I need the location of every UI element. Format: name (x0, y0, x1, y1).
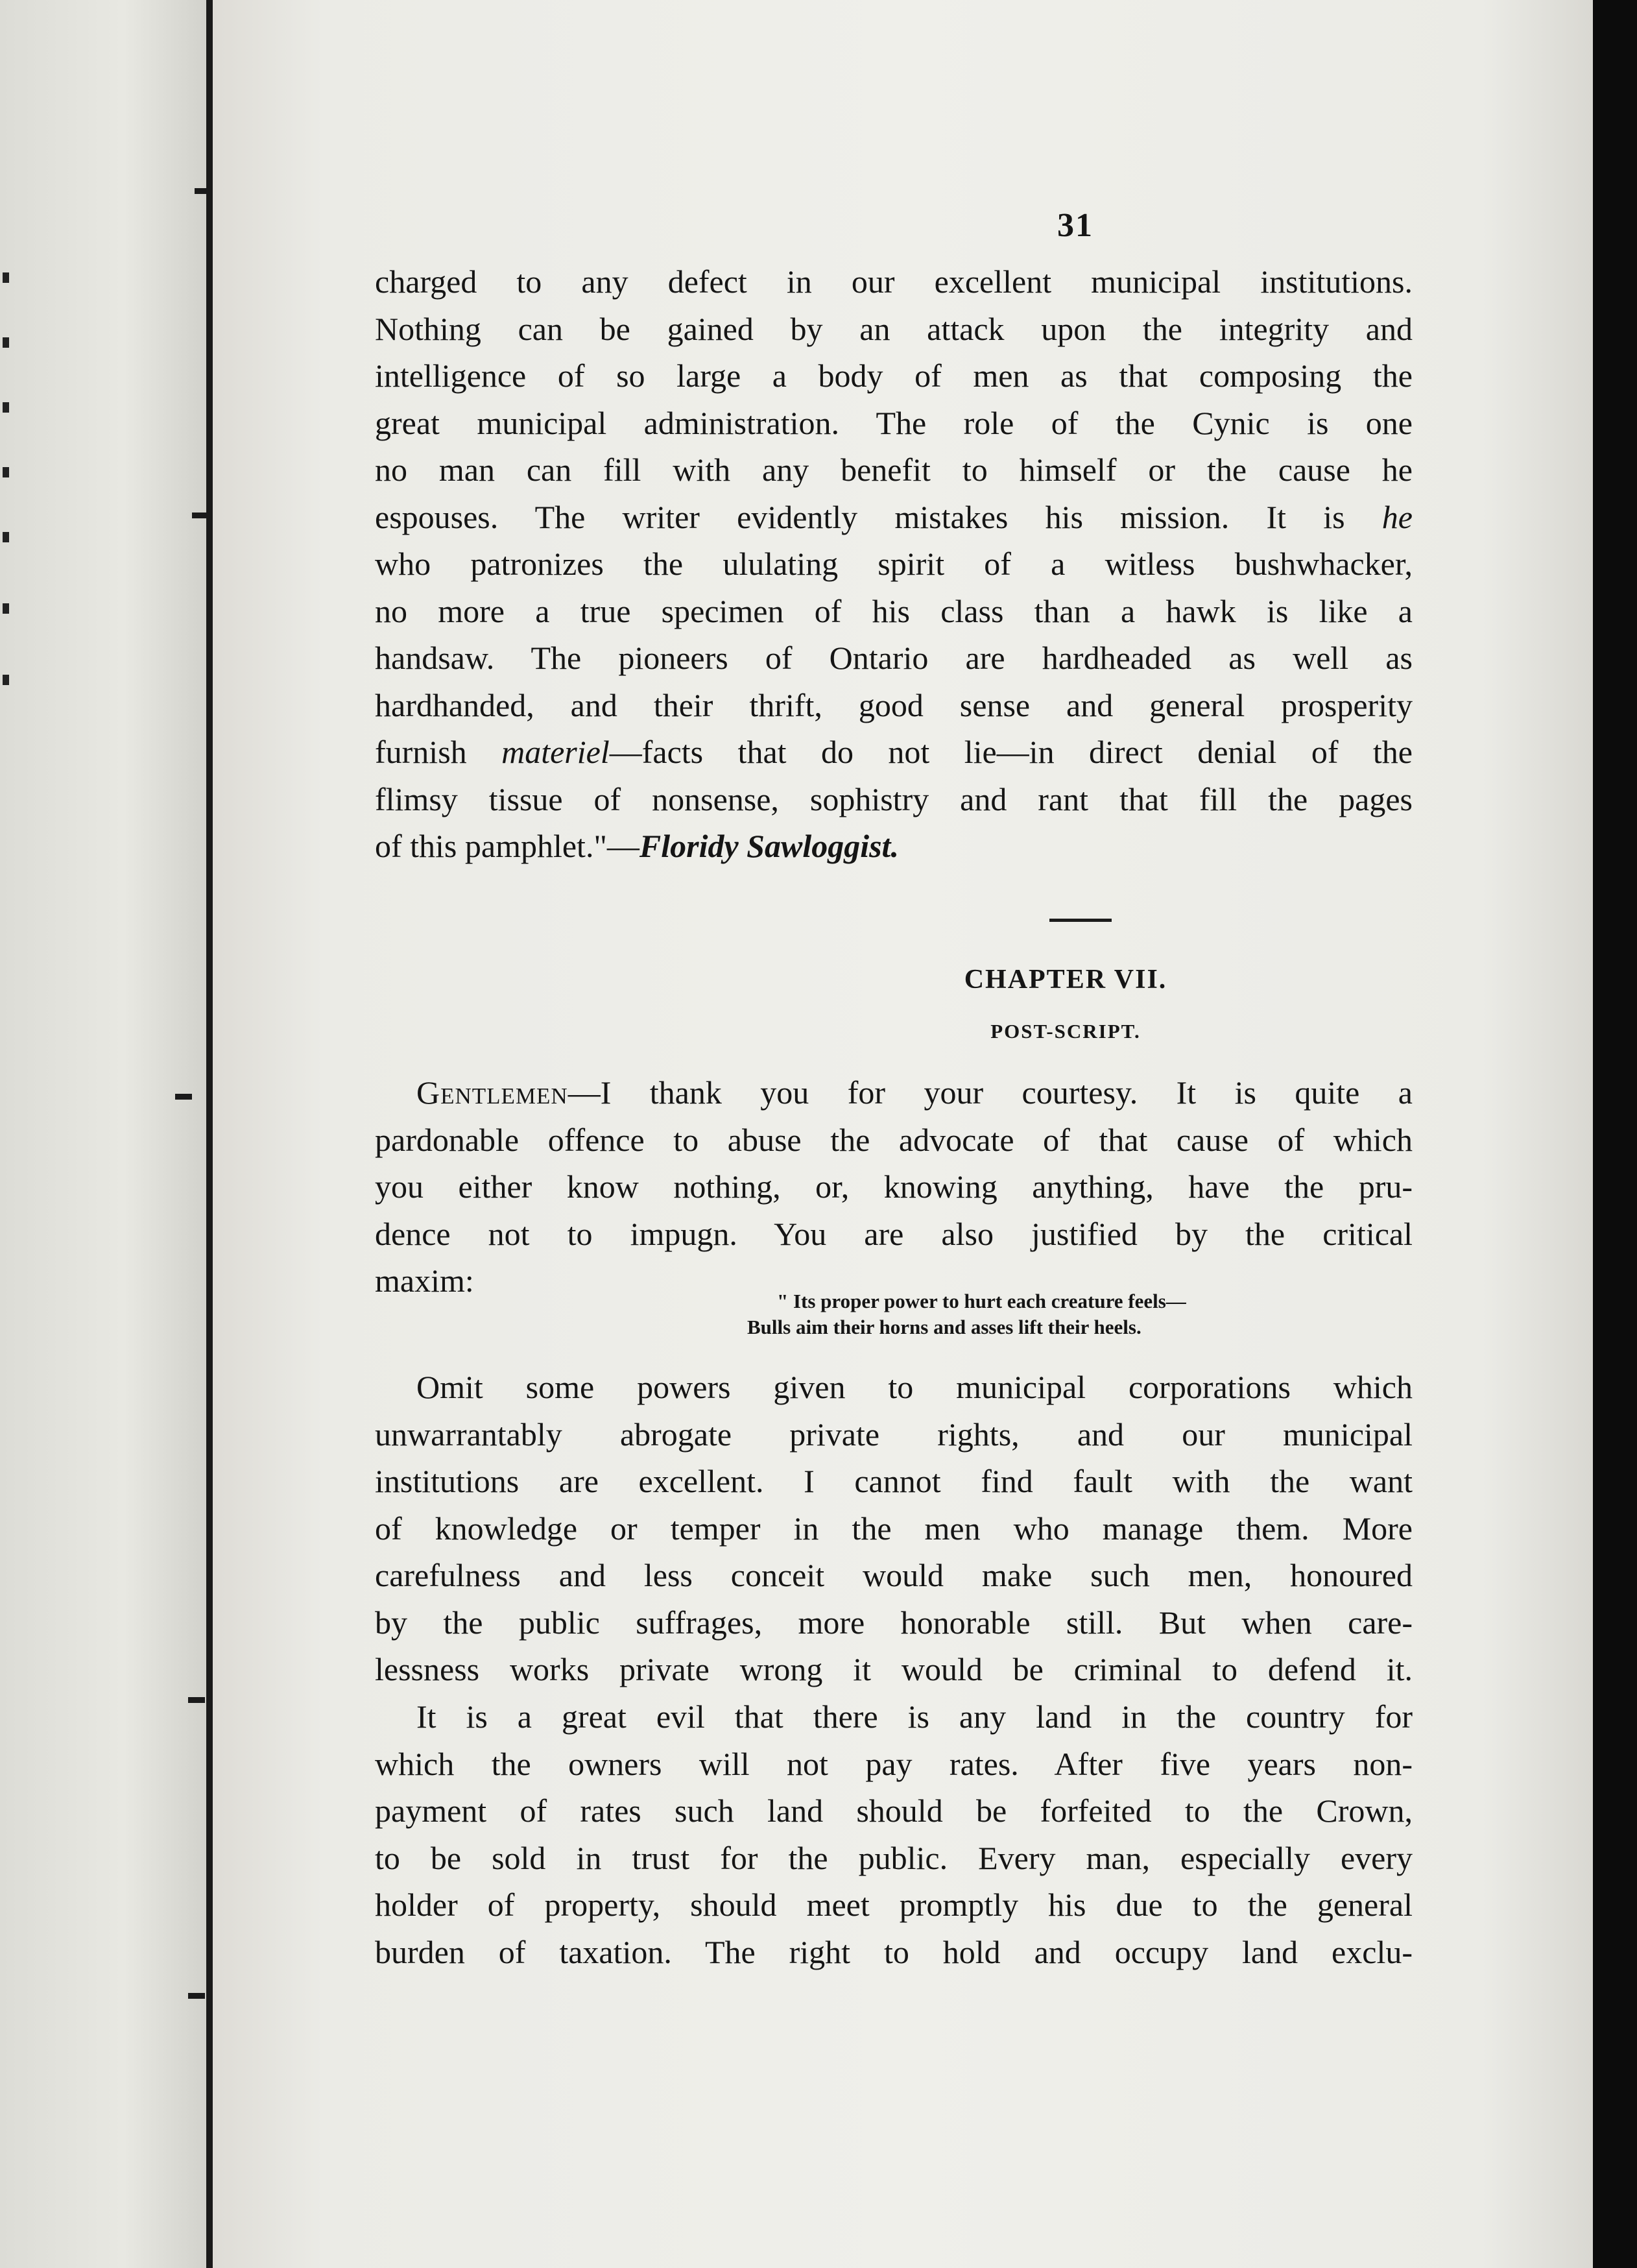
italic-word: he (1381, 498, 1413, 535)
text-line: pardonable offence to abuse the advocate of that cause of which (375, 1121, 1413, 1158)
text-fragment: of this pamphlet."— (375, 828, 639, 864)
text-line: intelligence of so large a body of men as that composing the (375, 357, 1413, 394)
facing-page-mark (3, 467, 9, 477)
text-line (375, 494, 1413, 541)
verse-quote (747, 1288, 1186, 1340)
text-line (375, 729, 1413, 776)
binding-mark (175, 1094, 192, 1100)
facing-page-mark (3, 603, 9, 614)
text-line: maxim: (375, 1262, 474, 1299)
text-line: by the public suffrages, more honorable still. But when care- (375, 1604, 1413, 1641)
text-line: carefulness and less conceit would make such men, honoured (375, 1557, 1413, 1593)
facing-page-mark (3, 337, 9, 348)
text-line (375, 823, 1413, 870)
facing-page-fragment (0, 0, 206, 2268)
text-line: of knowledge or temper in the men who manage them. More (375, 1510, 1413, 1547)
text-line: Omit some powers given to municipal corporations which (416, 1369, 1413, 1405)
salutation: Gentlemen (416, 1074, 568, 1111)
text-line: dence not to impugn. You are also justified by the critical (375, 1215, 1413, 1252)
paragraph-3 (375, 1364, 1413, 1693)
italic-word: materiel (501, 734, 610, 770)
quote-line: " Its proper power to hurt each creature feels— (777, 1290, 1186, 1312)
text-fragment: furnish (375, 734, 502, 770)
text-line: institutions are excellent. I cannot find fault with the want (375, 1463, 1413, 1499)
binding-mark (188, 1697, 205, 1703)
text-line (375, 1069, 1413, 1116)
text-line: flimsy tissue of nonsense, sophistry and rant that fill the pages (375, 780, 1413, 817)
text-line: unwarrantably abrogate private rights, and our municipal (375, 1416, 1413, 1453)
text-line: to be sold in trust for the public. Every man, especially every (375, 1839, 1413, 1876)
binding-mark (195, 188, 211, 194)
facing-page-mark (3, 532, 9, 542)
text-line: no man can fill with any benefit to himself or the cause he (375, 452, 1413, 488)
quote-source: Floridy Sawloggist. (639, 828, 899, 864)
text-line: It is a great evil that there is any land in the country for (416, 1698, 1413, 1735)
text-line: handsaw. The pioneers of Ontario are hardheaded as well as (375, 640, 1413, 676)
facing-page-mark (3, 675, 9, 685)
text-line: great municipal administration. The role of the Cynic is one (375, 404, 1413, 441)
facing-page-mark (3, 272, 9, 283)
page-edge-shadow (1593, 0, 1637, 2268)
text-line: you either know nothing, or, knowing anything, have the pru- (375, 1168, 1413, 1205)
page-number: 31 (1057, 207, 1093, 244)
text-fragment: espouses. The writer evidently mistakes his mission. It is (375, 498, 1382, 535)
paragraph-1 (375, 258, 1413, 870)
text-fragment: —facts that do not lie—in direct denial of the (609, 734, 1413, 770)
text-fragment: —I thank you for your courtesy. It is quite a (568, 1074, 1413, 1111)
text-line: burden of taxation. The right to hold and occupy land exclu- (375, 1933, 1413, 1970)
chapter-title: CHAPTER VII. (964, 965, 1167, 995)
book-page (213, 0, 1593, 2268)
quote-line: Bulls aim their horns and asses lift their heels. (747, 1316, 1141, 1338)
text-line: Nothing can be gained by an attack upon the integrity and (375, 310, 1413, 347)
text-line: charged to any defect in our excellent municipal institutions. (375, 263, 1413, 300)
binding-mark (188, 1993, 205, 1999)
facing-page-mark (3, 402, 9, 413)
chapter-subtitle: POST-SCRIPT. (990, 1020, 1141, 1043)
text-line: payment of rates such land should be forfeited to the Crown, (375, 1792, 1413, 1829)
text-line: lessness works private wrong it would be criminal to defend it. (375, 1651, 1413, 1687)
binding-mark (192, 513, 209, 518)
binding-line (206, 0, 213, 2268)
section-rule (1049, 919, 1112, 922)
text-line: which the owners will not pay rates. After five years non- (375, 1745, 1413, 1782)
text-line: no more a true specimen of his class than a hawk is like a (375, 592, 1413, 629)
text-line: holder of property, should meet promptly his due to the general (375, 1887, 1413, 1923)
text-line: who patronizes the ululating spirit of a witless bushwhacker, (375, 546, 1413, 582)
text-line: hardhanded, and their thrift, good sense and general prosperity (375, 686, 1413, 723)
paragraph-4 (375, 1693, 1413, 1975)
paragraph-2 (375, 1069, 1413, 1305)
